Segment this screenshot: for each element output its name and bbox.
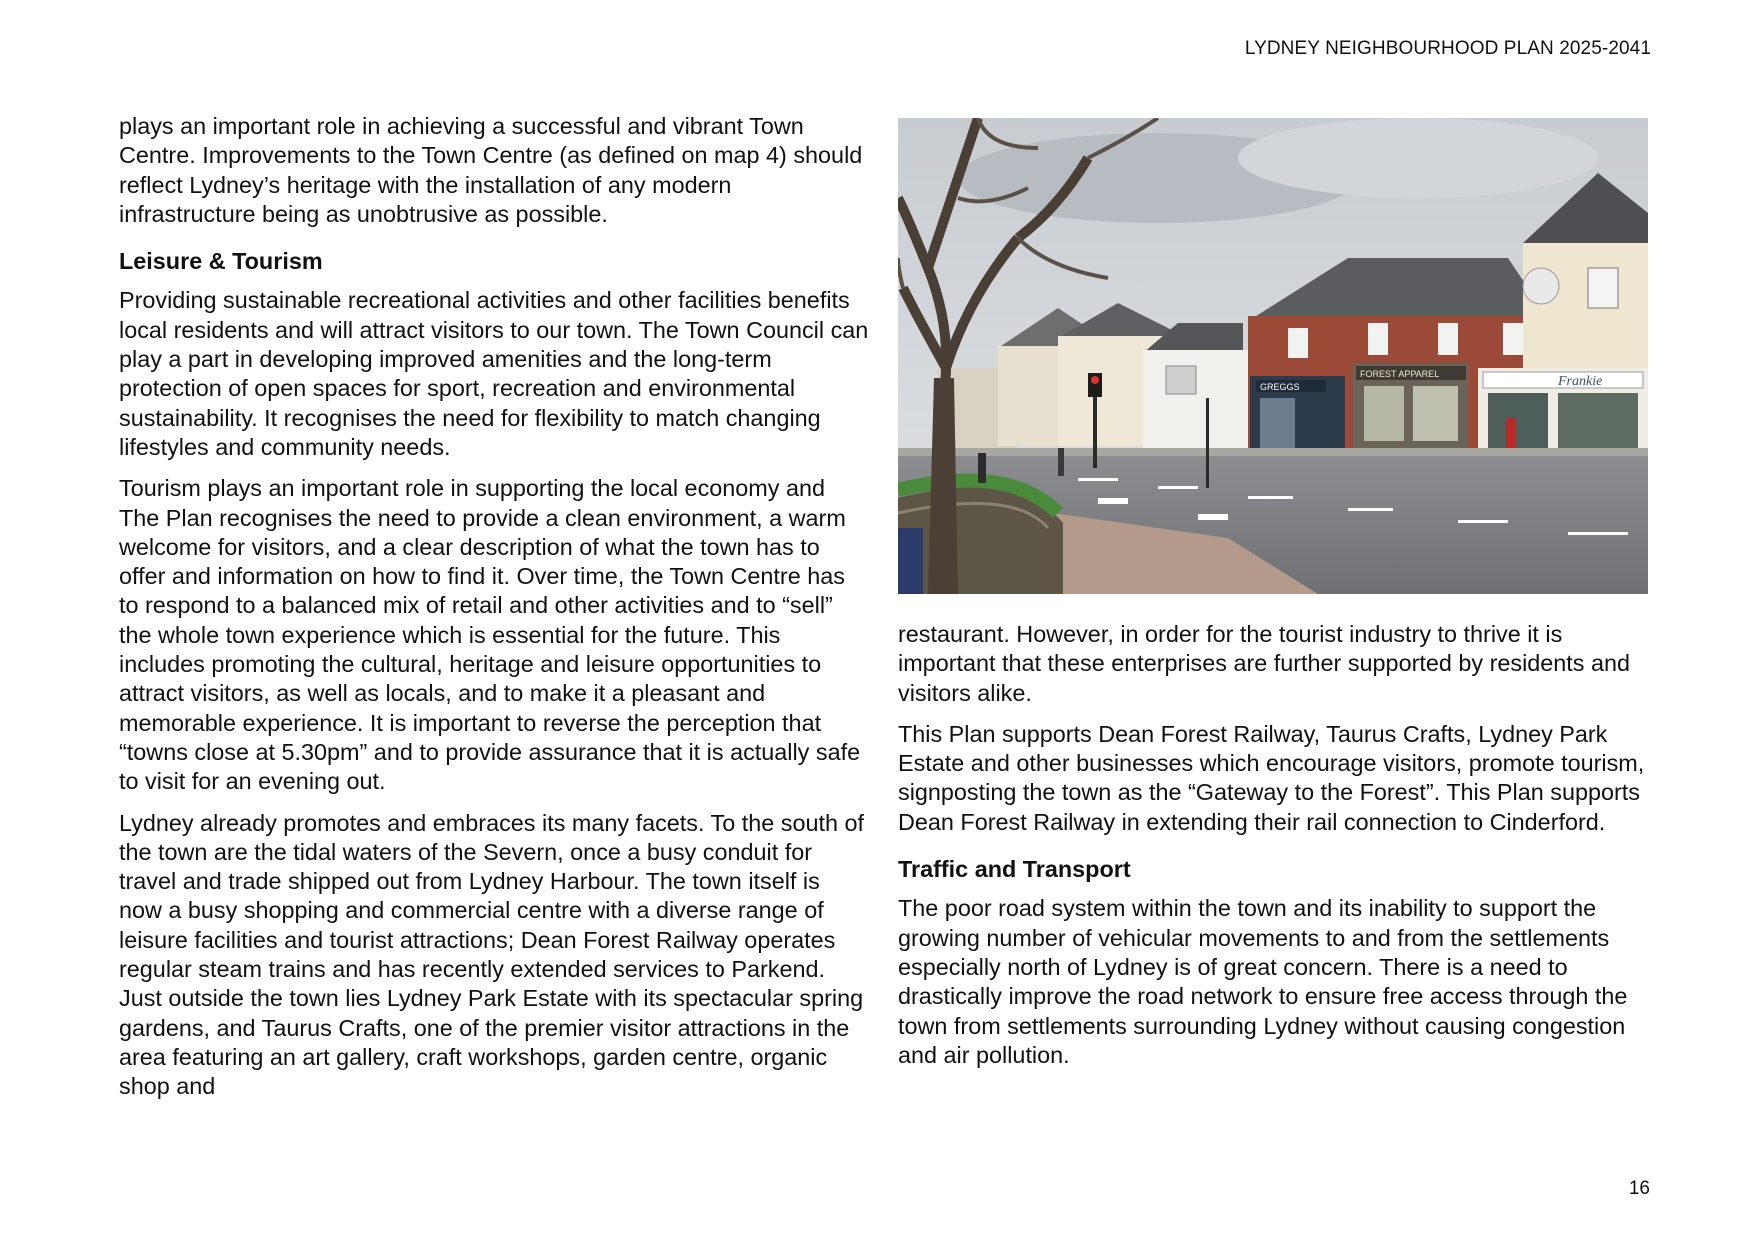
right-column <box>898 620 1648 1082</box>
railway-paragraph: This Plan supports Dean Forest Railway, Taurus Crafts, Lydney Park Estate and other businesses which encourage visitors, promote tourism, signposting the town as the “Gateway to the Forest”. This Plan supports Dean Forest Railway in extending their rail connection to Cinderford. <box>898 720 1645 835</box>
leisure-paragraph-1: Providing sustainable recreational activities and other facilities benefits local residents and will attract visitors to our town. The Town Council can play a part in developing improved amenities and the long-term protection of open spaces for sport, recreation and environmental sustainability. It recognises the need for flexibility to match changing lifestyles and community needs. <box>119 287 869 460</box>
frankie-sign: Frankie <box>1558 374 1603 389</box>
leisure-paragraph-2: Tourism plays an important role in supporting the local economy and The Plan recognises the need to provide a clean environment, a warm welcome for visitors, and a clear description of what the town has to offer and information on how to find it. Over time, the Town Centre has to respond to a balanced mix of retail and other activities and to “sell” the whole town experience which is essential for the future. This includes promoting the cultural, heritage and leisure opportunities to attract visitors, as well as locals, and to make it a pleasant and memorable experience. It is important to reverse the perception that “towns close at 5.30pm” and to provide assurance that it is actually safe to visit for an evening out. <box>119 475 861 795</box>
leisure-tourism-heading: Leisure & Tourism <box>119 248 323 275</box>
intro-paragraph: plays an important role in achieving a successful and vibrant Town Centre. Improvements to the Town Centre (as defined on map 4) should reflect Lydney’s heritage with the installation of any modern infrastructure being as unobtrusive as possible. <box>119 113 863 227</box>
continuation-paragraph: restaurant. However, in order for the tourist industry to thrive it is important that these enterprises are further supported by residents and visitors alike. <box>898 621 1631 706</box>
left-column <box>119 112 869 1114</box>
town-centre-photo <box>898 118 1648 594</box>
traffic-transport-heading: Traffic and Transport <box>898 856 1131 883</box>
greggs-sign: GREGGS <box>1260 382 1300 392</box>
page-number: 16 <box>1628 1178 1650 1199</box>
traffic-paragraph: The poor road system within the town and its inability to support the growing number of vehicular movements to and from the settlements especially north of Lydney is of great concern. There is a need to drastically improve the road network to ensure free access through the town from settlements surrounding Lydney without causing congestion and air pollution. <box>898 895 1628 1068</box>
leisure-paragraph-3: Lydney already promotes and embraces its many facets. To the south of the town are the tidal waters of the Severn, once a busy conduit for travel and trade shipped out from Lydney Harbour. The town itself is now a busy shopping and commercial centre with a diverse range of leisure facilities and tourist attractions; Dean Forest Railway operates regular steam trains and has recently extended services to Parkend. Just outside the town lies Lydney Park Estate with its spectacular spring gardens, and Taurus Crafts, one of the premier visitor attractions in the area featuring an art gallery, craft workshops, garden centre, organic shop and <box>119 809 865 1100</box>
forest-apparel-sign: FOREST APPAREL <box>1360 369 1440 379</box>
document-header: LYDNEY NEIGHBOURHOOD PLAN 2025-2041 <box>1244 38 1651 59</box>
